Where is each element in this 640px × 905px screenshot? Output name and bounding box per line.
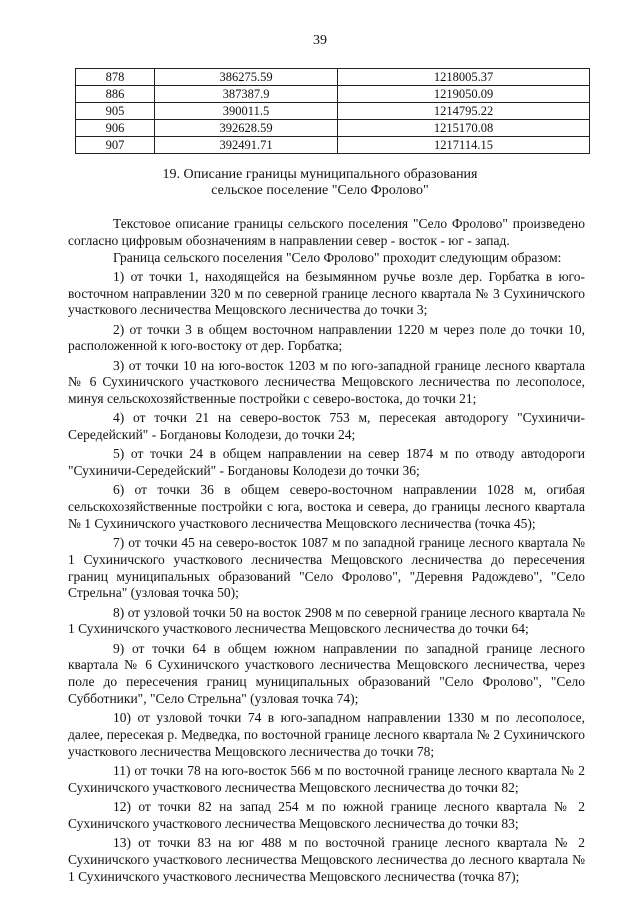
y-coordinate-cell: 1215170.08 — [338, 120, 590, 137]
point-number-cell: 907 — [76, 137, 155, 154]
y-coordinate-cell: 1214795.22 — [338, 103, 590, 120]
page-number: 39 — [313, 33, 327, 48]
boundary-item: 5) от точки 24 в общем направлении на север 1874 м по отводу автодороги "Сухиничи-Середейский" - Богдановы Колодези до точки 36; — [68, 446, 585, 479]
boundary-item: 2) от точки 3 в общем восточном направлении 1220 м через поле до точки 10, расположенной к юго-востоку от дер. Горбатка; — [68, 321, 585, 354]
intro-paragraph: Граница сельского поселения "Село Фролово" проходит следующим образом: — [113, 249, 562, 265]
table-row — [76, 103, 590, 120]
x-coordinate-cell: 386275.59 — [155, 69, 338, 86]
intro-paragraph: Текстовое описание границы сельского поселения "Село Фролово" произведено согласно цифровым обозначениям в направлении север - восток - юг - запад. — [68, 216, 585, 248]
table-row — [76, 137, 590, 154]
table-row — [76, 69, 590, 86]
boundary-item: 3) от точки 10 на юго-восток 1203 м по юго-западной границе лесного квартала № 6 Сухиничского участкового лесничества Мещовского лесничества по лесополосе, минуя сельскохозяйственные постройки с северо-востока, до точки 21; — [68, 357, 585, 407]
y-coordinate-cell: 1217114.15 — [338, 137, 590, 154]
boundary-item: 13) от точки 83 на юг 488 м по восточной границе лесного квартала № 2 Сухиничского участкового лесничества Мещовского лесничества до лесного квартала № 1 Сухиничского участкового лесничества Мещовского лесничества (точка 87); — [68, 834, 585, 884]
table-row — [76, 86, 590, 103]
boundary-item: 11) от точки 78 на юго-восток 566 м по восточной границе лесного квартала № 2 Сухиничского участкового лесничества Мещовского лесничества до точки 82; — [68, 763, 585, 795]
boundary-item: 10) от узловой точки 74 в юго-западном направлении 1330 м по лесополосе, далее, пересекая р. Медведка, по восточной границе лесного квартала № 2 Сухиничского участкового лесничества Мещовского лесничества до точки 78; — [68, 710, 585, 759]
boundary-item: 9) от точки 64 в общем южном направлении по западной границе лесного квартала № 6 Сухиничского участкового лесничества Мещовского лесничества, через поле до пересечения границ муниципальных образований "Село Фролово", "Село Субботники", "Село Стрельна" (узловая точка 74); — [68, 640, 585, 707]
section-title — [0, 167, 640, 199]
boundary-item: 7) от точки 45 на северо-восток 1087 м по западной границе лесного квартала № 1 Сухиничского участкового лесничества Мещовского лесничества до пересечения границ муниципальных образований "Село Фролово", "Деревня Радождево", "Село Стрельна" (узловая точка 50); — [68, 535, 585, 601]
x-coordinate-cell: 387387.9 — [155, 86, 338, 103]
x-coordinate-cell: 392628.59 — [155, 120, 338, 137]
point-number-cell: 906 — [76, 120, 155, 137]
point-number-cell: 905 — [76, 103, 155, 120]
x-coordinate-cell: 392491.71 — [155, 137, 338, 154]
boundary-item: 6) от точки 36 в общем северо-восточном направлении 1028 м, огибая сельскохозяйственные постройки с юга, востока и севера, до границы лесного квартала № 1 Сухиничского участкового лесничества Мещовского лесничества (точка 45); — [68, 482, 585, 531]
boundary-item: 8) от узловой точки 50 на восток 2908 м по северной границе лесного квартала № 1 Сухиничского участкового лесничества Мещовского лесничества до точки 64; — [68, 604, 585, 637]
table-row — [76, 120, 590, 137]
boundary-description — [68, 216, 585, 885]
point-number-cell: 886 — [76, 86, 155, 103]
y-coordinate-cell: 1218005.37 — [338, 69, 590, 86]
section-title-line-1: 19. Описание границы муниципального образования — [162, 167, 478, 182]
boundary-item: 4) от точки 21 на северо-восток 753 м, пересекая автодорогу "Сухиничи-Середейский" - Богдановы Колодези, до точки 24; — [68, 410, 585, 443]
boundary-item: 12) от точки 82 на запад 254 м по южной границе лесного квартала № 2 Сухиничского участкового лесничества Мещовского лесничества до точки 83; — [68, 798, 585, 831]
section-title-line-2: сельское поселение "Село Фролово" — [211, 183, 429, 198]
x-coordinate-cell: 390011.5 — [155, 103, 338, 120]
point-number-cell: 878 — [76, 69, 155, 86]
y-coordinate-cell: 1219050.09 — [338, 86, 590, 103]
boundary-item: 1) от точки 1, находящейся на безымянном ручье возле дер. Горбатка в юго-восточном направлении 320 м по северной границе лесного квартала № 3 Сухиничского участкового лесничества Мещовского лесничества до точки 3; — [68, 268, 585, 318]
coordinates-table — [75, 68, 590, 154]
